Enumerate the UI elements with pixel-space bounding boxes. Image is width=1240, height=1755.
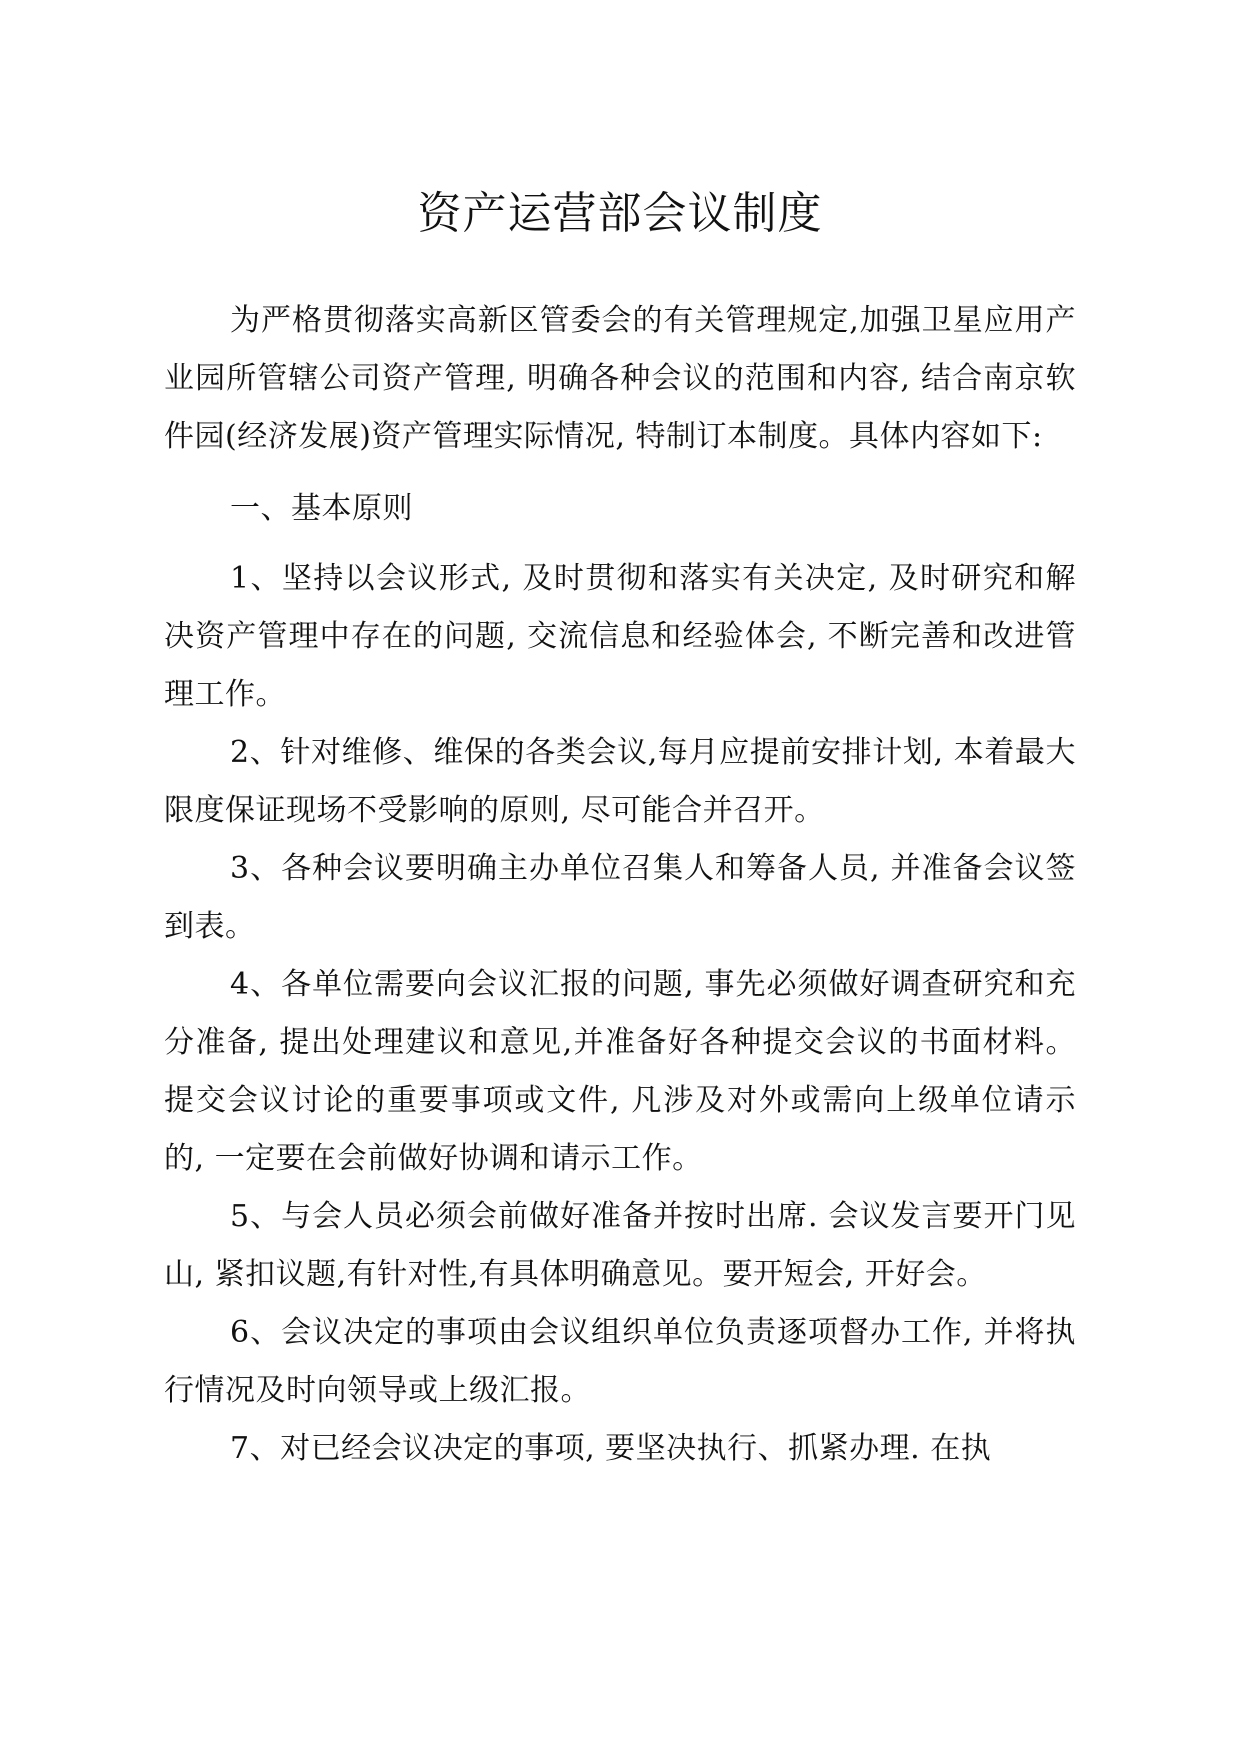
principle-item-1: 1、坚持以会议形式, 及时贯彻和落实有关决定, 及时研究和解决资产管理中存在的问题, 交流信息和经验体会, 不断完善和改进管理工作。 bbox=[164, 561, 1076, 712]
section-heading-basic-principles: 一、基本原则 bbox=[230, 491, 413, 526]
document-title: 资产运营部会议制度 bbox=[417, 188, 823, 239]
intro-paragraph: 为严格贯彻落实高新区管委会的有关管理规定,加强卫星应用产业园所管辖公司资产管理, 明确各种会议的范围和内容, 结合南京软件园(经济发展)资产管理实际情况, 特制订本制度。具体内容如下: bbox=[164, 303, 1076, 454]
document-body bbox=[164, 292, 1076, 1478]
principle-item-7: 7、对已经会议决定的事项, 要坚决执行、抓紧办理. 在执 bbox=[230, 1431, 992, 1466]
principle-item-2: 2、针对维修、维保的各类会议,每月应提前安排计划, 本着最大限度保证现场不受影响的原则, 尽可能合并召开。 bbox=[164, 735, 1076, 828]
principle-item-4: 4、各单位需要向会议汇报的问题, 事先必须做好调查研究和充分准备, 提出处理建议和意见,并准备好各种提交会议的书面材料。提交会议讨论的重要事项或文件, 凡涉及对外或需向上级单位请示的, 一定要在会前做好协调和请示工作。 bbox=[164, 967, 1076, 1176]
principle-item-3: 3、各种会议要明确主办单位召集人和筹备人员, 并准备会议签到表。 bbox=[164, 851, 1076, 944]
principle-item-5: 5、与会人员必须会前做好准备并按时出席. 会议发言要开门见山, 紧扣议题,有针对性,有具体明确意见。要开短会, 开好会。 bbox=[164, 1199, 1076, 1292]
principle-item-6: 6、会议决定的事项由会议组织单位负责逐项督办工作, 并将执行情况及时向领导或上级汇报。 bbox=[164, 1315, 1076, 1408]
